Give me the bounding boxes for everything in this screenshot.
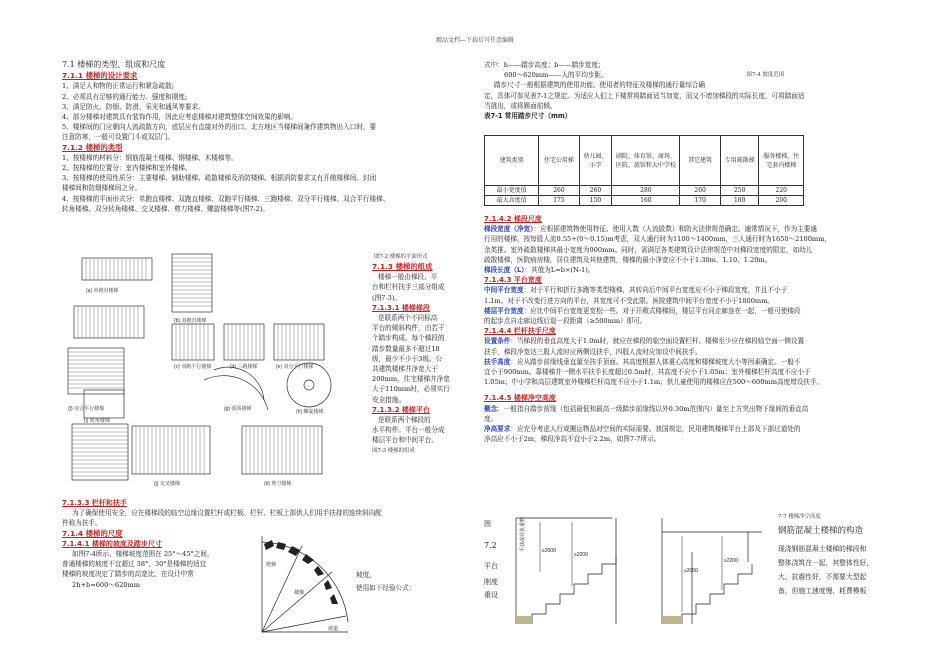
text-line: 共建筑楼梯井净宽大于 bbox=[372, 365, 438, 374]
slope-side-text bbox=[356, 570, 456, 593]
list-7-1-1 bbox=[62, 81, 462, 142]
text-line: 楼梯一般由梯段、平 bbox=[378, 273, 438, 282]
fig-label-i: (i) 转角楼梯 bbox=[84, 418, 110, 424]
text-line: ：一般指自踏步前缘（包括最低和最高一级踏步前缘线以外0.30m范围内）量至上方突出物下缘间的垂直高 bbox=[497, 404, 809, 413]
text-line: 现浇钢筋混凝土楼梯的梯段和 bbox=[778, 545, 867, 554]
text-line: (图7-3)。 bbox=[372, 293, 401, 302]
heading-7-1-4-2: 7.1.4.2 梯段尺度 bbox=[484, 215, 542, 223]
term-label: 楼层平台宽度 bbox=[484, 306, 524, 315]
fig77-left-labels bbox=[484, 514, 504, 603]
text-line: 当挑出，或将踢面前倾。 bbox=[484, 101, 557, 110]
headroom-dim: 手扶或肩负重物 bbox=[520, 516, 526, 552]
text-line: 级，最少不少于3级。公 bbox=[372, 354, 443, 363]
term-label: 净高要求 bbox=[484, 425, 511, 434]
table-cell: 150 bbox=[579, 196, 612, 206]
text-line: 台和栏杆扶手三部分组成 bbox=[372, 283, 445, 292]
text-line: 普通楼梯的坡度不宜超过 38°，30°是楼梯的适宜 bbox=[62, 560, 207, 569]
page-header: 精品文档---下载后可任意编辑 bbox=[435, 37, 515, 44]
fig-label-d: (d) 三跑楼梯 bbox=[230, 364, 258, 370]
text-line: 踏步数量最多不超过18 bbox=[372, 344, 440, 353]
list-item: 转角楼梯、双分转角楼梯、交叉楼梯、剪刀楼梯、螺旋楼梯等(图7-2)。 bbox=[62, 204, 269, 213]
text-line: 式中：h——踏步高度；b——踏步宽度； bbox=[484, 61, 605, 69]
list-item: 4、按楼梯的平面形式分：单跑直楼梯、双跑直楼梯、双跑平行楼梯、三跑楼梯、双分平行楼梯、双合平行楼梯、 bbox=[62, 194, 390, 203]
text-line: 疏散楼梯，医院病房楼，居住建筑及其他建筑，楼梯的最小净宽应不小于1.30m、1.10、1.20m。 bbox=[484, 255, 772, 264]
text-line: 的起步点自走廊边线后退一段距离（≥500mm）即可。 bbox=[484, 317, 647, 326]
heading-7-1-3: 7.1.3 楼梯的组成 bbox=[372, 262, 433, 271]
table-cell: 260 bbox=[579, 186, 612, 196]
text-line: 整体浇筑在一起，其整体性好， bbox=[778, 559, 874, 568]
list-item: 1、满足人和物的正常运行和紧急疏散; bbox=[62, 82, 174, 91]
text-line: 重设 bbox=[484, 591, 498, 599]
slope-label-ramp: 坡道 bbox=[328, 626, 339, 632]
text-line: ：对于平行和折行多跑等类型楼梯，其转向后中间平台宽度应不小于梯段宽度，并且不小于 bbox=[523, 286, 788, 295]
list-item: 4、部分楼梯对建筑具有装饰作用，因此应考虑楼梯对建筑整体空间效果的影响。 bbox=[62, 113, 297, 122]
table-header-row bbox=[485, 136, 804, 186]
fig77-caption: 7-7 楼梯净空高度 bbox=[778, 514, 821, 520]
text-line: 200mm，住宅楼梯井净宽 bbox=[372, 375, 450, 384]
list-item: 1、按楼梯的材料分：钢筋混凝土楼梯、钢楼梯、木楼梯等。 bbox=[62, 153, 238, 162]
text-line: 大于110mm时，必须实行 bbox=[372, 385, 450, 394]
slope-range-figure bbox=[252, 532, 352, 638]
text-line: 为了确保使用安全，应在楼梯段的临空边缘设置栏杆或栏板。栏杆、栏板上部供人们用手扶持的连续斜向配 bbox=[72, 509, 382, 518]
table-cell: 160 bbox=[612, 196, 680, 206]
text-line: 踏步尺寸一般根据建筑的使用功能、使用者的特征及楼梯的通行量综合确 bbox=[494, 81, 705, 90]
text-line: 600～620mm——人的平均步距。 bbox=[504, 71, 608, 80]
list-item: 3、满足防火、防烟、防滑、采光和通风等要求。 bbox=[62, 102, 205, 111]
table-header: 其它建筑 bbox=[680, 136, 721, 186]
text-line: 安全措施。 bbox=[372, 395, 405, 404]
text-line: 平台的倾斜构件，由若干 bbox=[372, 324, 445, 333]
list-item: 2、按楼梯的位置分：室内楼梯和室外楼梯。 bbox=[62, 164, 192, 173]
fig-label-f: (f) 双合平行楼梯 bbox=[68, 406, 105, 412]
heading-7-1-4-1: 7.1.4.1 楼梯的坡度及踏步尺寸 bbox=[62, 539, 162, 548]
fig-label-h: (h) 螺旋楼梯 bbox=[296, 409, 324, 415]
headroom-dim: ≥2200 bbox=[574, 552, 588, 558]
text-line: 水平构件。平台一般分成 bbox=[372, 426, 445, 435]
text-line: 件称为扶手。 bbox=[62, 519, 102, 528]
text-line: ：其值为L=b×(N-1)。 bbox=[524, 266, 595, 275]
section-title-7-1: 7.1 楼梯的类型、组成和尺度 bbox=[62, 60, 166, 69]
list-item: 注意防寒，一般可设置门斗或双层门。 bbox=[62, 133, 175, 142]
left-column bbox=[62, 60, 462, 214]
fig-label-g: (g) 弧线楼梯 bbox=[224, 406, 252, 412]
heading-7-1-3-1: 7.1.3.1 楼梯梯段 bbox=[372, 303, 430, 312]
term-label: 设置条件 bbox=[484, 337, 511, 346]
text-line: 平台 bbox=[484, 562, 498, 570]
text-line: 余类推。室外疏散楼梯其最小宽度为900mm。同时，需满足各类建筑设计法律规范中对梯段宽度的限定，如幼儿 bbox=[484, 245, 813, 254]
table-row bbox=[485, 196, 804, 206]
text-line-row bbox=[484, 70, 784, 80]
right-column bbox=[484, 60, 894, 121]
table-cell: 260 bbox=[680, 186, 721, 196]
text-line: 净高应不小于2m，梯段净高不宜小于2.2m，如图7-7所示。 bbox=[484, 435, 661, 444]
step-size-table bbox=[484, 135, 804, 206]
list-item: 2、必须具有足够的通行能力、强度和刚度; bbox=[62, 92, 188, 101]
text-line: ：当梯段的垂直高度大于1.0m时，就应在梯段的临空面设置栏杆。楼梯至少应在梯段临空面一侧设置 bbox=[510, 337, 805, 346]
text-line: 行用的楼梯，按每股人流0.55+(0～0.15)m考虑，双人通行时为1100～1400mm，三人通行时为1650～2100mm， bbox=[484, 235, 832, 244]
text-line: 刚度 bbox=[484, 578, 498, 586]
text-line: 2h+b=600～620mm bbox=[72, 580, 140, 589]
text-line: 如图7-4所示，楼梯坡度范围在 25°～45°之间， bbox=[72, 550, 214, 559]
text-line: 个踏步构成。每个梯段的 bbox=[372, 334, 445, 343]
fig74-caption: 图7-4 坡度范围 bbox=[746, 72, 784, 79]
fig-label-k: (k) 剪刀楼梯 bbox=[264, 481, 292, 487]
term-label: 概念 bbox=[484, 404, 498, 413]
fig-label-a: (a) 单跑直楼梯 bbox=[86, 288, 119, 294]
table-cell: 220 bbox=[759, 186, 804, 196]
headroom-dim: ≥2000 bbox=[684, 568, 698, 574]
text-line: 1.05m；中小学和高层建筑室外楼梯栏杆高度不应小于1.1m；供儿童使用的楼梯应在500～600mm高度增设扶手。 bbox=[484, 378, 824, 387]
fig73-caption: 图7-3 楼梯的组成 bbox=[372, 447, 415, 454]
headroom-dim: ≥2200 bbox=[724, 558, 738, 564]
table-header: 专用疏散梯 bbox=[720, 136, 759, 186]
term-label: 梯段宽度（净宽） bbox=[484, 225, 534, 234]
table-row bbox=[485, 186, 804, 196]
list-item: 5、楼梯间的门应朝向人流疏散方向，底层应有直接对外的出口。北方地区当楼梯间兼作建筑物出入口时，要 bbox=[62, 123, 377, 132]
text-line: 使用如下经验公式： bbox=[356, 584, 416, 593]
headroom-figure bbox=[512, 512, 772, 632]
headroom-dim: ≥2000 bbox=[542, 548, 556, 554]
text-line: 大、抗震性好，不需要大型起 bbox=[778, 573, 867, 582]
table-cell: 最大高度值 bbox=[485, 196, 539, 206]
stair-plan-forms-figure bbox=[64, 250, 366, 490]
table-header: 剧院、体育馆、商场、医院、旅馆和大中学校 bbox=[612, 136, 680, 186]
fig72-caption: 图7-2 楼梯的平面形式 bbox=[374, 254, 428, 260]
text-line: ：应从踏步前缘线垂直量至扶手顶面。其高度根据人体重心高度和楼梯坡度大小等因素确定。一般不 bbox=[510, 357, 801, 366]
composition-column bbox=[372, 262, 472, 456]
table-cell: 180 bbox=[720, 196, 759, 206]
slope-label-ladder: 爬梯 bbox=[266, 562, 277, 568]
fig-label-e: (e) 双分平行楼梯 bbox=[276, 364, 314, 370]
table-header: 服务楼梯、住宅套内楼梯 bbox=[759, 136, 804, 186]
list-item: 楼梯间和防烟楼梯间之分。 bbox=[62, 184, 142, 193]
fig-label-c: (c) 双跑平行楼梯 bbox=[174, 364, 212, 370]
table-header: 幼儿园、小学 bbox=[579, 136, 612, 186]
table-cell: 200 bbox=[759, 196, 804, 206]
text-line: 扶手，梯段净宽达三股人流时应两侧设扶手，四股人流时应加设中间扶手。 bbox=[484, 347, 702, 356]
list-item: 3、按楼梯的使用性质分：主要楼梯、辅助楼梯、疏散楼梯及消防楼梯。根据消防要求又有开敞楼梯间、封闭 bbox=[62, 174, 377, 183]
text-line: 7.2 bbox=[484, 541, 497, 550]
text-line: 楼层平台和中间平台。 bbox=[372, 436, 438, 445]
text-line: 定，具体可参见表7-1之规定。为适应人们上下楼常将踏面适当加宽，而又不增加梯段的实际长度，可将踏面适 bbox=[484, 91, 805, 100]
slope-label-stair: 楼梯 bbox=[294, 590, 305, 596]
section-7-2 bbox=[778, 512, 898, 598]
text-line: 1.1m。对于不改变行进方向的平台，其宽度可不受此限。医院建筑中间平台宽度不小于1800mm。 bbox=[484, 296, 774, 305]
section-7-2-title: 钢筋混凝土楼梯的构造 bbox=[778, 526, 864, 537]
heading-7-1-1: 7.1.1 楼梯的设计要求 bbox=[62, 71, 138, 81]
fig-label-j: (j) 交叉楼梯 bbox=[154, 481, 180, 487]
term-label: 梯段长度（L） bbox=[484, 266, 525, 275]
table-cell: 280 bbox=[612, 186, 680, 196]
text-line: 宜小于900mm。靠楼梯井一侧水平扶手长度超过0.5m时，其高度不应小于1.05m；室外楼梯栏杆高度不应小于 bbox=[484, 368, 811, 377]
text-line: ：应比中间平台宽度更宽松一些。对于开敞式楼梯间，楼层平台同走廊连在一起，一般可使楼段 bbox=[523, 306, 801, 315]
table-cell: 260 bbox=[539, 186, 580, 196]
fig-label-b: (b) 双跑直楼梯 bbox=[174, 318, 207, 324]
term-label: 中间平台宽度 bbox=[484, 286, 524, 295]
term-label: 扶手高度 bbox=[484, 357, 511, 366]
table-cell: 175 bbox=[539, 196, 580, 206]
text-line: ：应充分考虑人行或搬运物品对空间的实际需要。我国规定，民用建筑楼梯平台上部及下部过道处的 bbox=[510, 425, 801, 434]
heading-7-1-4-4: 7.1.4.4 栏杆扶手尺度 bbox=[484, 327, 556, 336]
text-line: 图 bbox=[484, 520, 491, 528]
table-title: 表7-1 常用踏步尺寸（mm） bbox=[484, 112, 572, 121]
text-line: 楼梯的坡度决定了踏步的高宽比，在设计中常 bbox=[62, 570, 194, 579]
text-line: 是联系两个不同标高 bbox=[378, 314, 438, 323]
heading-7-1-4-5: 7.1.4.5 楼梯净空高度 bbox=[484, 394, 556, 403]
table-cell: 170 bbox=[680, 196, 721, 206]
heading-7-1-3-2: 7.1.3.2 楼梯平台 bbox=[372, 405, 430, 414]
right-sections bbox=[484, 214, 904, 444]
heading-7-1-3-3: 7.1.3.3 栏杆和扶手 bbox=[62, 499, 127, 507]
text-line: 备，但施工速度慢、耗费模板 bbox=[778, 587, 867, 596]
text-line: 度。 bbox=[484, 414, 498, 423]
list-7-1-2 bbox=[62, 153, 462, 214]
table-header: 建筑类别 bbox=[485, 136, 539, 186]
table-cell: 最小宽度值 bbox=[485, 186, 539, 196]
table-cell: 250 bbox=[720, 186, 759, 196]
heading-7-1-4: 7.1.4 楼梯的尺度 bbox=[62, 528, 123, 538]
table-header: 住宅公用梯 bbox=[539, 136, 580, 186]
heading-7-1-2: 7.1.2 楼梯的类型 bbox=[62, 142, 123, 152]
heading-7-1-4-3: 7.1.4.3 平台宽度 bbox=[484, 276, 542, 285]
text-line: 坡度。 bbox=[356, 571, 376, 579]
text-line: 是联系两个梯段的 bbox=[378, 416, 431, 425]
text-line: ：应根据建筑物使用特征、使用人数（人流股数）和防火法律规范确定。通常情况下，作为主要通 bbox=[533, 225, 817, 234]
